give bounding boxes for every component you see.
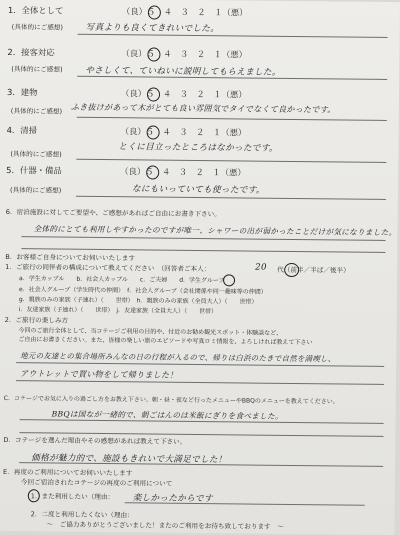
section-b-q2: 2．ご旅行の楽しみ方 [4,315,69,325]
rating-4-selected-circle [147,125,160,139]
rating-2-title: 2．接客対応 [7,46,55,58]
rating-3-comment-label: (具体的にご感想) [10,107,63,116]
section-c-answer: BBQは国なが一緒的で、朝ごはんのは米飯にぎりを食べました。 [51,409,283,421]
rating-5-comment: なにもいっていても使ったです。 [131,184,265,196]
option-1-circle [28,489,40,502]
rating-1-title: 1．全体として [7,4,64,16]
q6-answer-line-2 [21,248,385,253]
rating-4-scale: （良）５ ４ ３ ２ １（悪） [120,126,247,138]
section-b-age-suffix: 代（前半／半ば／後半） [277,265,350,275]
rating-3-title: 3．建物 [6,86,38,98]
rating-4-comment: とくに目立ったところはなかったです。 [118,142,278,154]
rating-2-selected-circle [147,47,160,61]
section-b-q2-desc-1: 今回のご旅行全体として、当コテージご利用の目的や、付近のお勧め観光スポット・体験談など、 [18,327,283,337]
rating-3-scale: （良）５ ４ ３ ２ １（悪） [120,88,247,100]
section-b-options-2: e．社会人グループ（学生時代の仲間） f．社会人グループ（会社関係や同一趣味等の仲間） [18,286,267,296]
section-d-answer: 価格が魅力的で、施設もきれいで大満足でした！ [31,453,227,466]
rating-2-comment-line [77,76,387,80]
section-b-options-3: g．親族のみの家族（子連れ）（ 世帯） h．親族のみの家族（全員大人）（ 世帯） [18,296,258,306]
rating-3-comment: ふき抜けがあって木がとても良い雰囲気でタイでなくて良かったです。 [70,102,336,115]
survey-footer: 〜 ご協力ありがとうございました！またのご利用をお待ち致しております 〜 [46,520,284,531]
rating-3-selected-circle [147,87,160,101]
rating-2-scale: （良）５ ４ ３ ２ １（悪） [121,48,248,60]
rating-1-selected-circle [148,5,161,19]
rating-1-comment-line [78,34,388,38]
rating-4-comment-label: (具体的にご感想) [10,150,62,159]
rating-5-scale: （良）５ ４ ３ ２ １（悪） [120,166,246,178]
section-b-options-1: a．学生カップル b．社会人カップル c．ご夫婦 d．学生グループ [19,275,225,285]
option-c-circle [223,274,235,286]
section-e-option-2: 2．二度と利用したくない（理由： [30,510,134,520]
section-e-option-1-answer: 楽しかったからです [132,493,213,505]
section-e-option-1-line [125,502,365,506]
section-e-option-1: 1．また利用したい（理由： [30,492,115,502]
rating-2-comment: やさしくて、ていねいに説明してもらえました。 [85,65,281,78]
q6-title: 6．宿泊施設に対してご要望や、ご感想があればご自由にお書き下さい。 [5,207,221,219]
rating-5-comment-label: (具体的にご感想) [9,186,62,195]
rating-1-comment-label: (具体的にご感想) [11,23,64,32]
rating-5-selected-circle [146,165,159,179]
rating-4-comment-line [76,159,386,163]
section-b-age: 20 [255,262,267,273]
q6-answer: 全体的にとても利用しやすかったのですが唯一、シャワーの出が弱かったことだけが気になりました。 [33,224,397,238]
age-half-circle [284,263,299,277]
rating-4-title: 4．清掃 [6,124,38,136]
section-b-title: B．お客様ご自身についてお伺いいたします [5,252,136,263]
section-e-question: 今回ご宿泊されたコテージの再度のご利用について [20,478,173,488]
rating-2-comment-label: (具体的にご感想) [11,65,63,74]
section-b-q2-answer-1: 地元の友達との集合場所みんなの日の行程が入るので、帰りは白浜のたきで自然を満喫し、 [20,351,336,364]
section-c-title: C．コテージでお気に入りの過ごし方をお教え下さい。朝・昼・夜など行ったメニューやBBQのメニューを教えてください。 [3,394,339,406]
rating-3-comment-line [77,117,387,121]
section-b-q2-desc-2: ご自由にお書きください。また、皆様の楽しい旅のエピソードや写真ロミ情報を、よろしければ教えて下さい [18,336,313,347]
section-b-q2-line-2 [16,380,384,385]
rating-5-comment-line [76,196,386,200]
section-e-title: E．再度のご利用についてお伺いいたします [3,467,133,478]
rating-1-comment: 写真よりも良くてきれいでした。 [85,22,220,35]
rating-5-title: 5．什器・備品 [6,164,62,176]
section-b-options-4: i．友達家族（子連れ）（ 世帯） j．友達家族（全員大人）（ 世帯） [18,306,218,316]
rating-1-scale: （良）５ ４ ３ ２ １（悪） [121,6,248,18]
section-d-title: D．コテージを選んだ理由やその感想があれば教えて下さい。 [3,435,187,446]
section-b-q2-answer-2: アウトレットで買い物をして帰りました！ [20,369,178,380]
section-b-q1: 1．ご旅行の同伴者の構成について教えてください （回答者ご本人： [5,262,211,274]
